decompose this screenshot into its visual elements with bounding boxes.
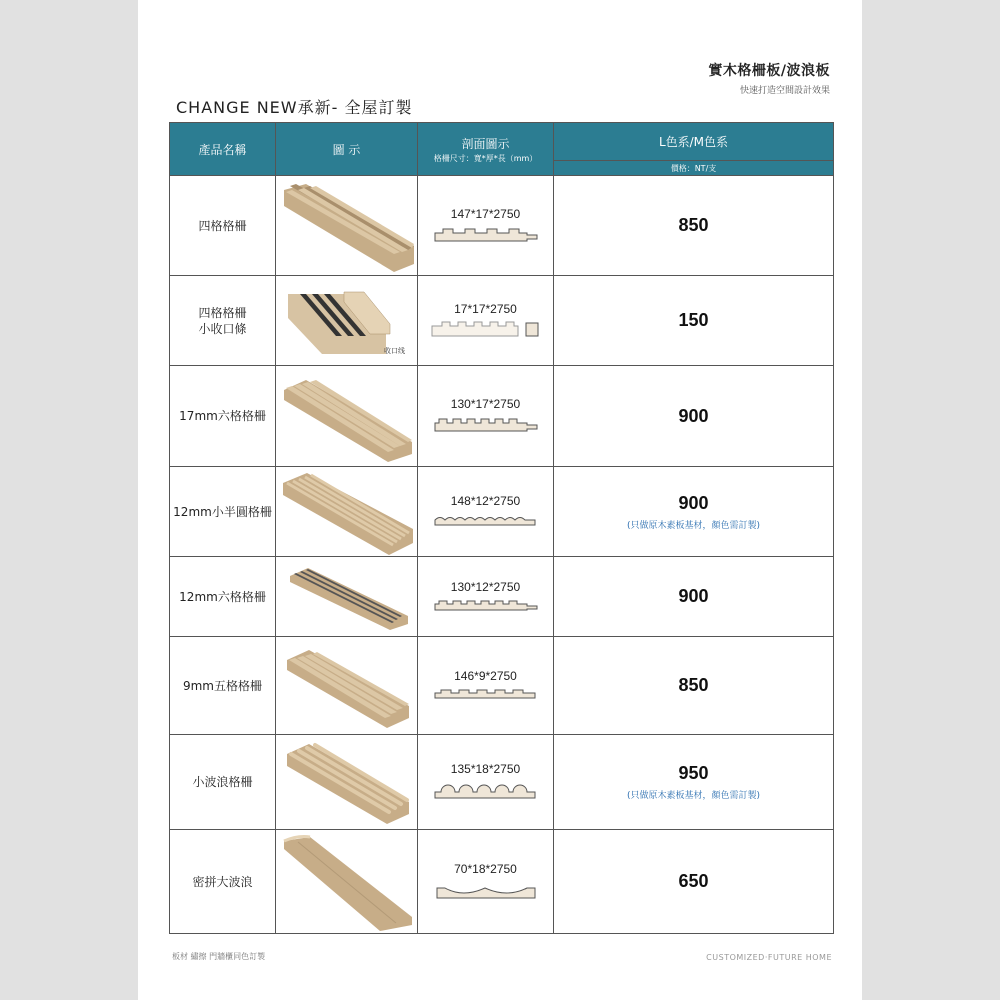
trim-label: 收口线 [384,347,405,355]
product-image [276,557,418,637]
catalog-page [138,0,862,1000]
slat-panel-image [280,370,414,462]
table-row [170,735,834,830]
header-price: L色系/M色系 [554,123,834,161]
section-cell [418,557,554,637]
cross-section-image [431,780,541,802]
section-cell [418,276,554,366]
table-row [170,176,834,276]
product-name: 四格格柵 小收口條 [170,276,276,366]
cross-section-image [431,415,541,435]
cross-section-image [431,880,541,902]
table-row [170,276,834,366]
section-dimensions: 70*18*2750 [454,861,517,876]
product-name: 9mm五格格柵 [170,637,276,735]
cross-section-image [431,512,541,530]
header-image: 圖 示 [276,123,418,176]
table-row [170,467,834,557]
slat-panel-image [284,564,410,630]
slat-panel-image [278,180,416,272]
section-dimensions: 17*17*2750 [454,301,517,316]
price-value: 950 [678,763,709,783]
product-name: 小波浪格柵 [170,735,276,830]
product-name: 密拼大波浪 [170,830,276,934]
cross-section-image [431,687,541,703]
price-cell [554,176,834,276]
product-image [276,176,418,276]
product-name: 17mm六格格柵 [170,366,276,467]
header-name: 產品名稱 [170,123,276,176]
section-dimensions: 148*12*2750 [450,493,521,508]
price-value: 900 [678,492,709,513]
product-image [276,830,418,934]
price-cell [554,557,834,637]
page-subtitle: 快速打造空間設計效果 [739,86,830,96]
cross-section-image [431,225,541,245]
price-cell [554,467,834,557]
section-cell [418,176,554,276]
price-value: 650 [678,871,709,891]
header-price-note: 價格：NT/支 [554,161,834,176]
price-cell [554,637,834,735]
table-row [170,366,834,467]
product-name: 12mm六格格柵 [170,557,276,637]
price-value: 900 [678,405,709,426]
price-cell [554,366,834,467]
price-note: (只做原木素板基材，顏色需訂製) [626,520,761,531]
brand-heading: CHANGE NEW承新- 全屋訂製 [176,98,413,117]
slat-panel-image [279,469,415,555]
price-value: 850 [678,675,709,695]
big-wave-panel-image [280,833,414,931]
section-dimensions: 147*17*2750 [450,206,521,221]
wave-panel-image [283,740,411,824]
table-row [170,830,834,934]
header-section-note: 格柵尺寸：寬*厚*長（mm） [433,153,538,163]
header-section-label: 剖面圖示 [461,136,510,151]
product-name: 12mm小半圓格柵 [170,467,276,557]
table-row [170,557,834,637]
product-image [276,276,418,366]
section-dimensions: 135*18*2750 [450,762,521,776]
product-name: 四格格柵 [170,176,276,276]
page-title: 實木格柵板/波浪板 [708,63,830,79]
cross-section-image [431,598,541,614]
price-value: 150 [678,310,709,330]
price-value: 850 [678,215,709,235]
price-cell [554,276,834,366]
section-cell [418,637,554,735]
table-row [170,637,834,735]
trim-strip-image [282,288,412,354]
footer-left-text: 板材 繡擦 門牆櫃同色訂製 [172,952,266,961]
section-cell [418,735,554,830]
section-cell [418,366,554,467]
price-cell [554,735,834,830]
section-cell [418,467,554,557]
product-table [169,122,834,934]
product-image [276,637,418,735]
price-value: 900 [678,586,709,606]
product-image [276,735,418,830]
footer-right-text: CUSTOMIZED·FUTURE HOME [706,953,832,962]
section-dimensions: 130*17*2750 [450,397,521,411]
product-image [276,467,418,557]
section-dimensions: 146*9*2750 [454,668,517,683]
price-note: (只做原木素板基材，顏色需訂製) [626,791,761,801]
section-cell [418,830,554,934]
cross-section-image [428,320,544,340]
header-section [418,123,554,176]
slat-panel-image [283,644,411,728]
product-image [276,366,418,467]
price-cell [554,830,834,934]
section-dimensions: 130*12*2750 [450,579,521,594]
